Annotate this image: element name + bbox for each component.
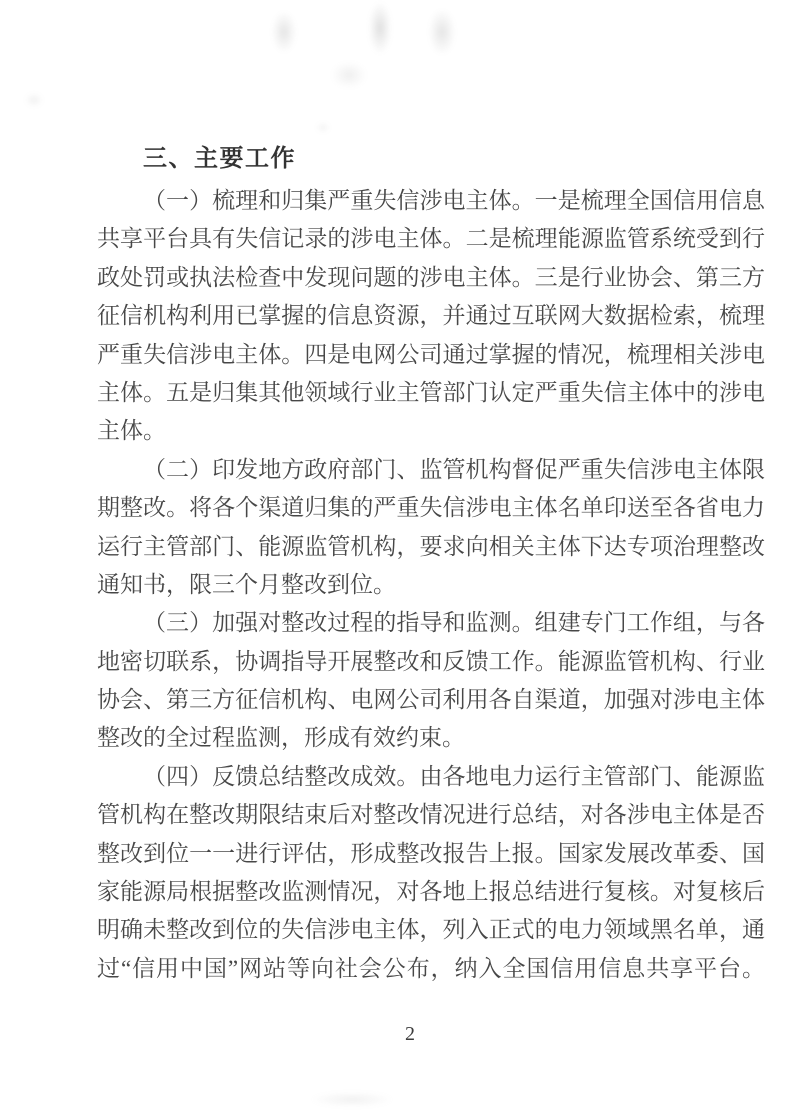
scan-smudge: [429, 10, 455, 54]
text-line: 整改到位一一进行评估，形成整改报告上报。国家发展改革委、国: [97, 840, 765, 866]
text-line: （一）梳理和归集严重失信涉电主体。一是梳理全国信用信息: [143, 188, 765, 213]
text-line: 主体。: [97, 418, 166, 444]
scan-smudge: [369, 3, 391, 53]
section-heading: 三、主要工作: [143, 145, 296, 172]
text-line: 过“信用中国”网站等向社会公布，纳入全国信用信息共享平台。: [97, 955, 765, 981]
paragraph-1: [97, 182, 765, 451]
text-line: 主体。五是归集其他领域行业主管部门认定严重失信主体中的涉电: [97, 379, 765, 405]
text-line: 共享平台具有失信记录的涉电主体。二是梳理能源监管系统受到行: [97, 226, 765, 252]
scan-smudge: [312, 1092, 392, 1107]
paragraph-2: [97, 451, 765, 605]
text-line: 政处罚或执法检查中发现问题的涉电主体。三是行业协会、第三方: [97, 264, 765, 290]
page-number: 2: [405, 1023, 415, 1045]
text-line: （三）加强对整改过程的指导和监测。组建专门工作组，与各: [143, 610, 765, 636]
text-line: （二）印发地方政府部门、监管机构督促严重失信涉电主体限: [143, 456, 765, 482]
text-line: 征信机构利用已掌握的信息资源，并通过互联网大数据检索，梳理: [97, 303, 765, 329]
text-line: （四）反馈总结整改成效。由各地电力运行主管部门、能源监: [143, 763, 765, 789]
text-line: 管机构在整改期限结束后对整改情况进行总结，对各涉电主体是否: [97, 802, 765, 828]
text-line: 协会、第三方征信机构、电网公司利用各自渠道，加强对涉电主体: [97, 687, 765, 713]
scan-smudge: [272, 12, 296, 52]
paragraph-3: [97, 604, 765, 758]
scan-smudge: [332, 62, 366, 88]
document-body: [97, 140, 765, 988]
text-line: 期整改。将各个渠道归集的严重失信涉电主体名单印送至各省电力: [97, 495, 765, 521]
text-line: 整改的全过程监测，形成有效约束。: [97, 725, 465, 751]
scan-smudge: [25, 93, 43, 107]
scan-smudge: [316, 122, 330, 133]
text-line: 地密切联系，协调指导开展整改和反馈工作。能源监管机构、行业: [97, 648, 765, 674]
text-line: 运行主管部门、能源监管机构，要求向相关主体下达专项治理整改: [97, 533, 765, 559]
text-line: 家能源局根据整改监测情况，对各地上报总结进行复核。对复核后: [97, 879, 765, 905]
paragraph-4: [97, 758, 765, 988]
text-line: 严重失信涉电主体。四是电网公司通过掌握的情况，梳理相关涉电: [97, 341, 765, 367]
text-line: 通知书，限三个月整改到位。: [97, 571, 396, 597]
text-line: 明确未整改到位的失信涉电主体，列入正式的电力领域黑名单，通: [97, 917, 765, 943]
